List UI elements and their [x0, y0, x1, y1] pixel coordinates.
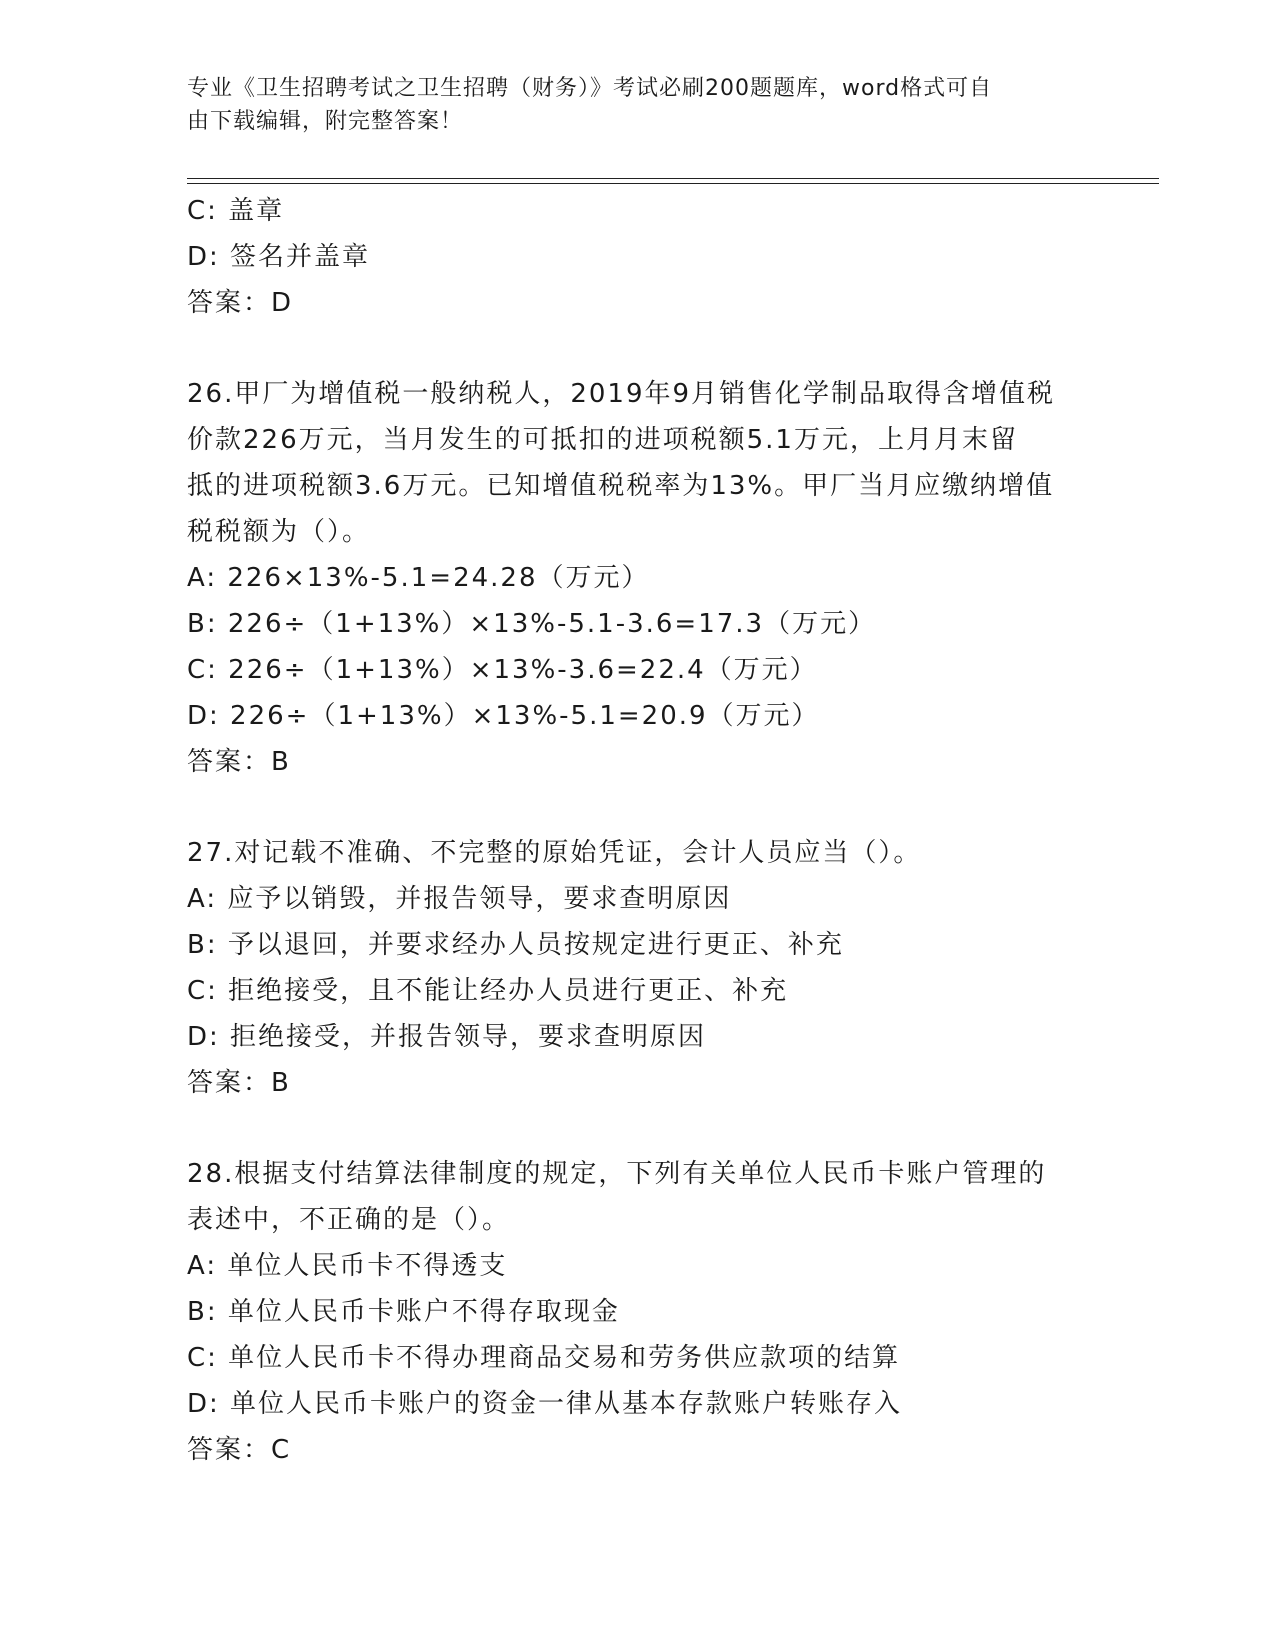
question-26 — [187, 371, 1087, 785]
spacer — [187, 1106, 1087, 1151]
option-b: B: 予以退回，并要求经办人员按规定进行更正、补充 — [187, 930, 844, 960]
option-b: B: 226÷（1+13%）×13%-5.1-3.6=17.3（万元） — [187, 609, 877, 639]
option-c: C: 盖章 — [187, 196, 285, 226]
option-c: C: 单位人民币卡不得办理商品交易和劳务供应款项的结算 — [187, 1343, 901, 1373]
spacer — [187, 326, 1087, 371]
spacer — [187, 785, 1087, 830]
option-d: D: 拒绝接受，并报告领导，要求查明原因 — [187, 1022, 707, 1052]
question-28 — [187, 1151, 1087, 1473]
question-stem-line: 28.根据支付结算法律制度的规定，下列有关单位人民币卡账户管理的 — [187, 1159, 1047, 1189]
question-stem-line: 27.对记载不准确、不完整的原始凭证，会计人员应当（）。 — [187, 838, 922, 868]
previous-question-tail — [187, 188, 1087, 326]
answer-line: 答案：D — [187, 288, 294, 318]
answer-line: 答案：B — [187, 747, 291, 777]
answer-line: 答案：C — [187, 1435, 292, 1465]
question-27 — [187, 830, 1087, 1106]
header-line-1: 专业《卫生招聘考试之卫生招聘（财务）》考试必刷200题题库，word格式可自 — [187, 76, 993, 101]
option-b: B: 单位人民币卡账户不得存取现金 — [187, 1297, 620, 1327]
option-d: D: 签名并盖章 — [187, 242, 371, 272]
option-c: C: 拒绝接受，且不能让经办人员进行更正、补充 — [187, 976, 789, 1006]
answer-line: 答案：B — [187, 1068, 291, 1098]
header-double-rule — [187, 178, 1159, 184]
question-stem-line: 表述中，不正确的是（）。 — [187, 1205, 511, 1235]
option-a: A: 226×13%-5.1=24.28（万元） — [187, 563, 650, 593]
option-a: A: 应予以销毁，并报告领导，要求查明原因 — [187, 884, 732, 914]
question-content — [187, 188, 1087, 1473]
option-d: D: 226÷（1+13%）×13%-5.1=20.9（万元） — [187, 701, 820, 731]
option-a: A: 单位人民币卡不得透支 — [187, 1251, 508, 1281]
option-d: D: 单位人民币卡账户的资金一律从基本存款账户转账存入 — [187, 1389, 903, 1419]
header-line-2: 由下载编辑，附完整答案！ — [187, 109, 464, 134]
option-c: C: 226÷（1+13%）×13%-3.6=22.4（万元） — [187, 655, 818, 685]
question-stem-line: 26.甲厂为增值税一般纳税人，2019年9月销售化学制品取得含增值税 — [187, 379, 1056, 409]
question-stem-line: 价款226万元，当月发生的可抵扣的进项税额5.1万元，上月月末留 — [187, 425, 1018, 455]
document-header — [187, 72, 1087, 138]
question-stem-line: 抵的进项税额3.6万元。已知增值税税率为13%。甲厂当月应缴纳增值 — [187, 471, 1055, 501]
question-stem-line: 税税额为（）。 — [187, 517, 371, 547]
